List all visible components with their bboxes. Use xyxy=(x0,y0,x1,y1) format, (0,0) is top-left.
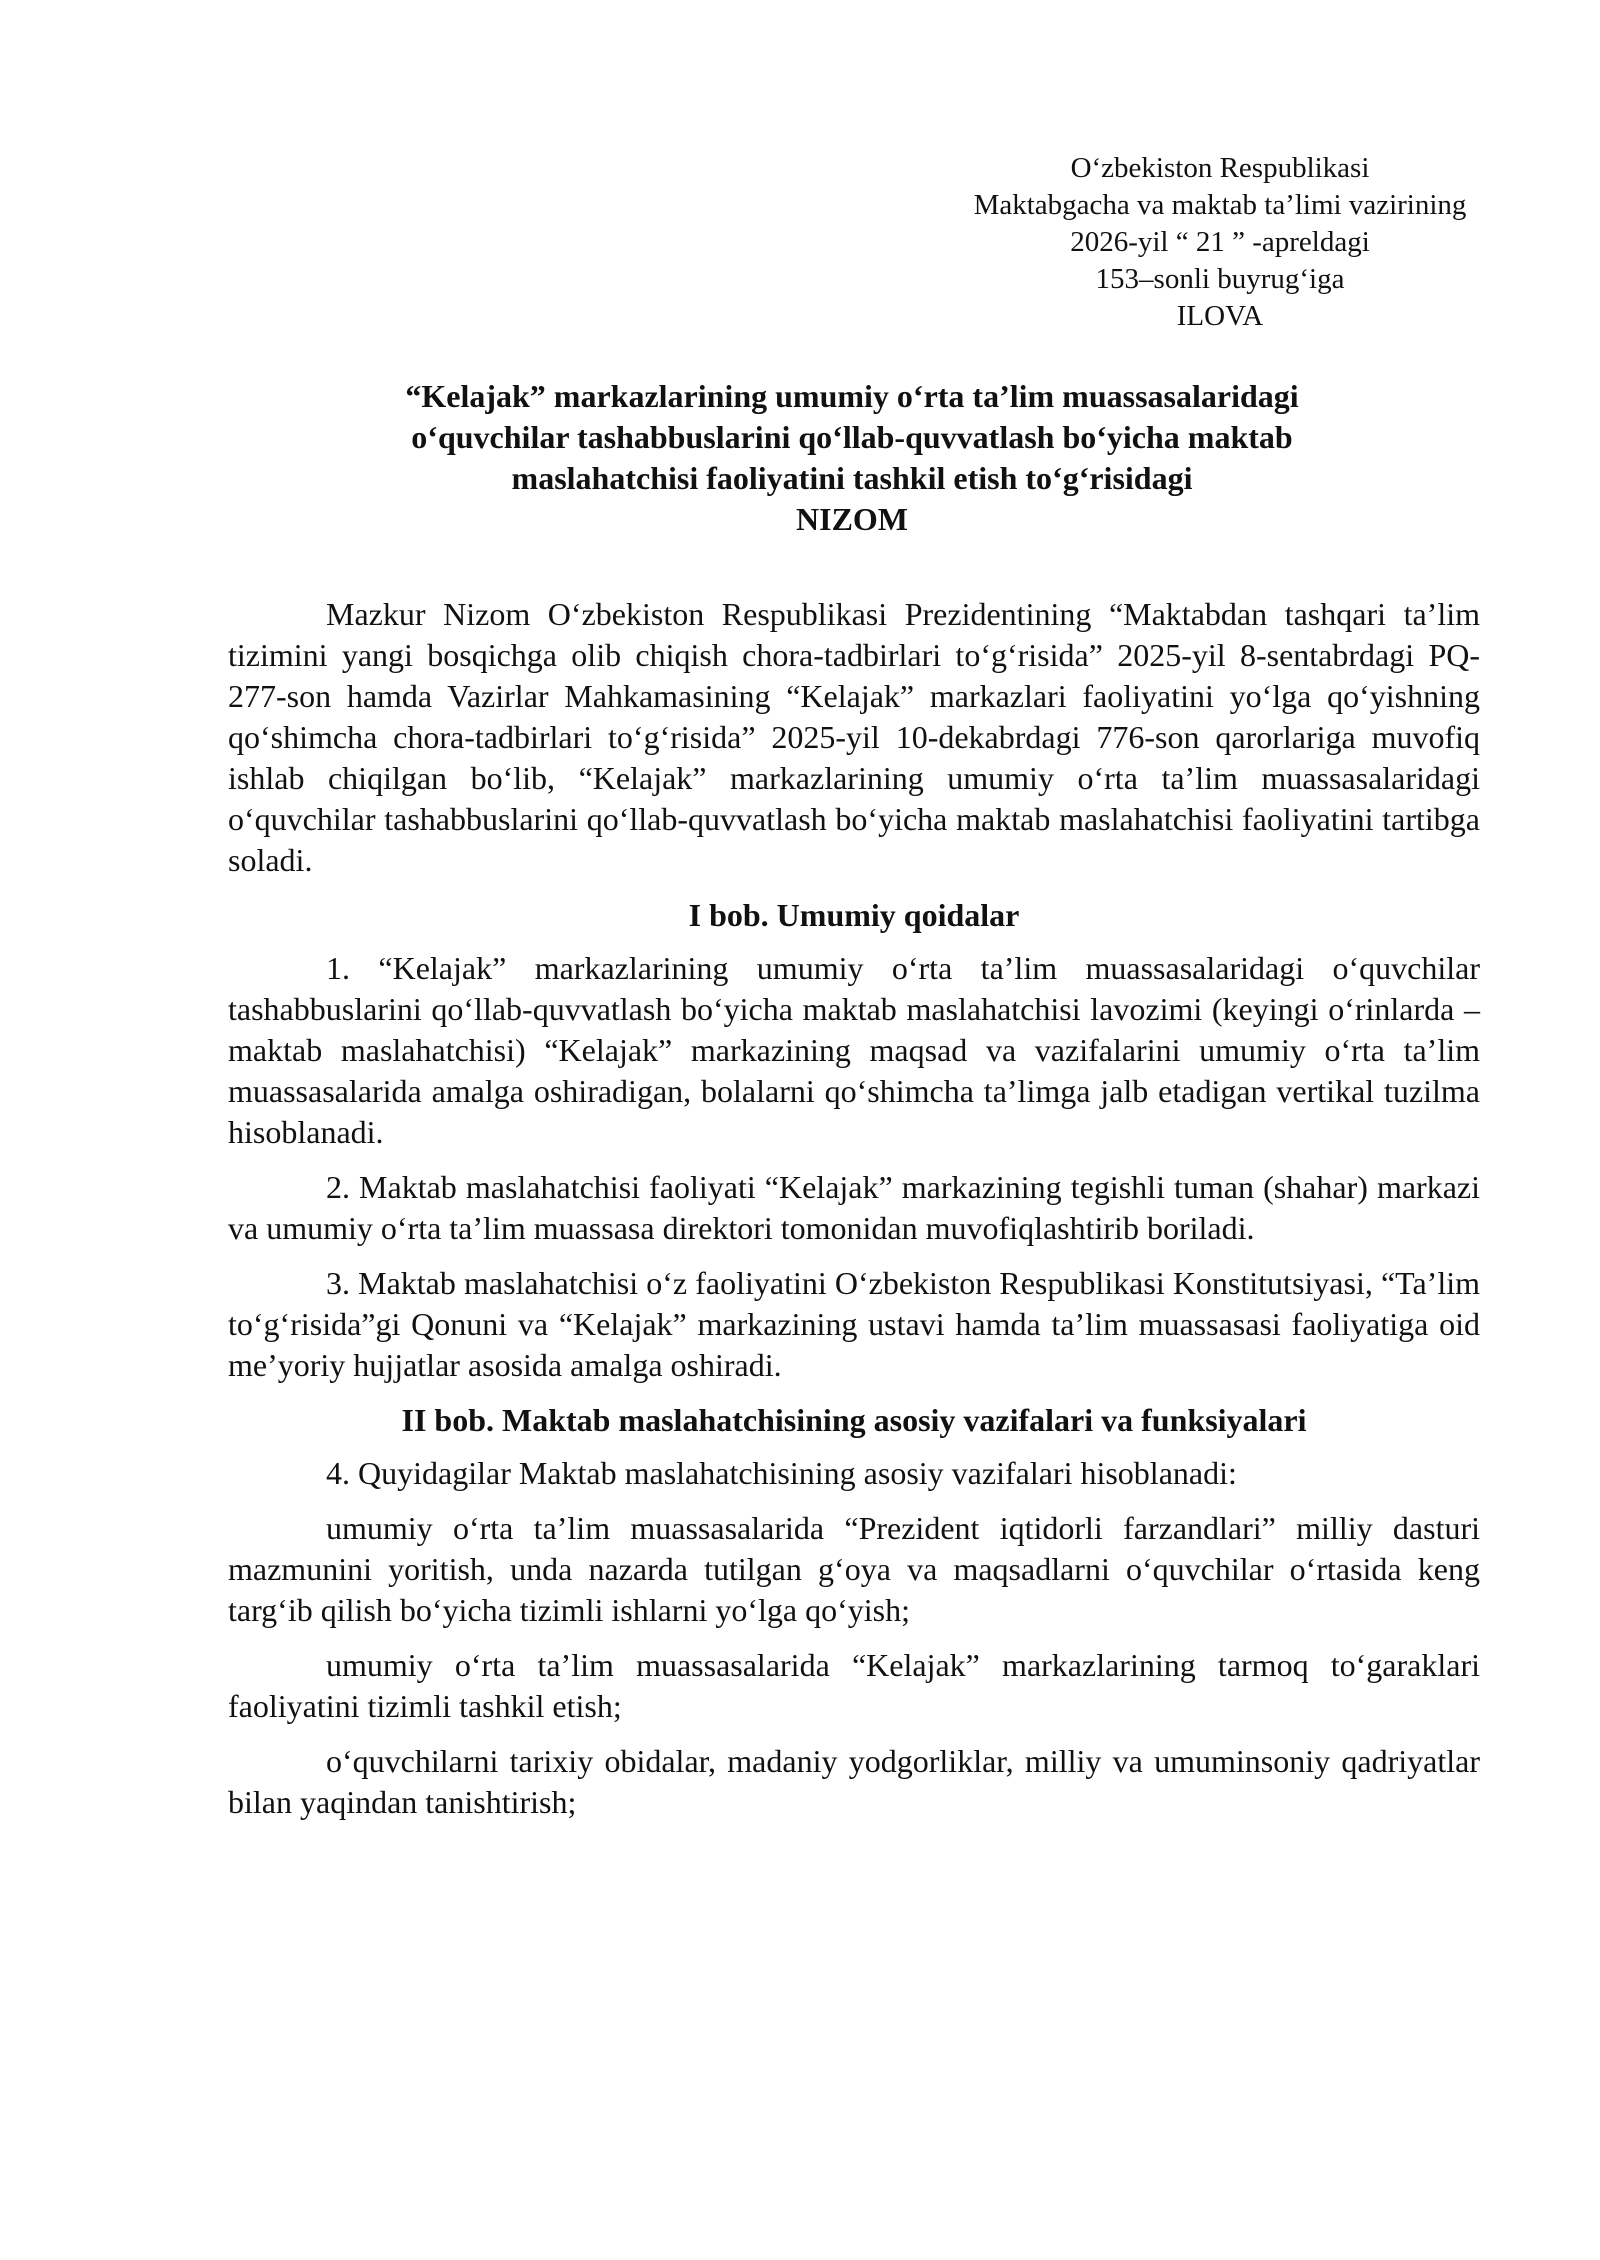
header-line: 2026-yil “ 21 ” -apreldagi xyxy=(1070,226,1370,258)
header-line: 153–sonli buyrug‘iga xyxy=(1095,263,1345,295)
title-line: maslahatchisi faoliyatini tashkil etish to‘g‘risidagi xyxy=(511,460,1193,496)
header-line: O‘zbekiston Respublikasi xyxy=(1070,152,1370,184)
header-line: ILOVA xyxy=(1176,300,1264,332)
title-line: “Kelajak” markazlarining umumiy o‘rta ta’lim muassasalaridagi xyxy=(405,378,1299,414)
header-line: Maktabgacha va maktab ta’limi vazirining xyxy=(973,189,1467,221)
document-body xyxy=(228,594,1480,1837)
list-item: o‘quvchilarni tarixiy obidalar, madaniy yodgorliklar, milliy va umuminsoniy qadriyatlar bilan yaqindan tanishtirish; xyxy=(228,1743,1480,1820)
list-item: umumiy o‘rta ta’lim muassasalarida “Kelajak” markazlarining tarmoq to‘garaklari faoliyatini tizimli tashkil etish; xyxy=(228,1647,1480,1724)
clause-paragraph: 2. Maktab maslahatchisi faoliyati “Kelajak” markazining tegishli tuman (shahar) markazi va umumiy o‘rta ta’lim muassasa direktori tomonidan muvofiqlashtirib boriladi. xyxy=(228,1169,1480,1246)
chapter-heading: I bob. Umumiy qoidalar xyxy=(688,897,1020,933)
clause-paragraph: 1. “Kelajak” markazlarining umumiy o‘rta ta’lim muassasalaridagi o‘quvchilar tashabbuslarini qo‘llab-quvvatlash bo‘yicha maktab maslahatchisi lavozimi (keyingi o‘rinlarda – maktab maslahatchisi) “Kelajak” markazining maqsad va vazifalarini umumiy o‘rta ta’lim muassasalarida amalga oshiradigan, bolalarni qo‘shimcha ta’limga jalb etadigan vertikal tuzilma hisoblanadi. xyxy=(228,950,1480,1150)
document-title xyxy=(228,376,1476,540)
chapter-heading: II bob. Maktab maslahatchisining asosiy vazifalari va funksiyalari xyxy=(401,1402,1307,1438)
intro-paragraph: Mazkur Nizom O‘zbekiston Respublikasi Prezidentining “Maktabdan tashqari ta’lim tizimini yangi bosqichga olib chiqish chora-tadbirlari to‘g‘risida” 2025-yil 8-sentabrdagi PQ-277-son hamda Vazirlar Mahkamasining “Kelajak” markazlari faoliyatini yo‘lga qo‘yishning qo‘shimcha chora-tadbirlari to‘g‘risida” 2025-yil 10-dekabrdagi 776-son qarorlariga muvofiq ishlab chiqilgan bo‘lib, “Kelajak” markazlarining umumiy o‘rta ta’lim muassasalaridagi o‘quvchilar tashabbuslarini qo‘llab-quvvatlash bo‘yicha maktab maslahatchisi faoliyatini tartibga soladi. xyxy=(228,596,1480,878)
clause-paragraph: 3. Maktab maslahatchisi o‘z faoliyatini O‘zbekiston Respublikasi Konstitutsiyasi, “Ta’lim to‘g‘risida”gi Qonuni va “Kelajak” markazining ustavi hamda ta’lim muassasasi faoliyatiga oid me’yoriy hujjatlar asosida amalga oshiradi. xyxy=(228,1265,1480,1383)
list-item: umumiy o‘rta ta’lim muassasalarida “Prezident iqtidorli farzandlari” milliy dasturi mazmunini yoritish, unda nazarda tutilgan g‘oya va maqsadlarni o‘quvchilar o‘rtasida keng targ‘ib qilish bo‘yicha tizimli ishlarni yo‘lga qo‘yish; xyxy=(228,1510,1480,1628)
approval-header xyxy=(900,150,1540,335)
clause-paragraph: 4. Quyidagilar Maktab maslahatchisining asosiy vazifalari hisoblanadi: xyxy=(326,1455,1237,1491)
title-line: o‘quvchilar tashabbuslarini qo‘llab-quvvatlash bo‘yicha maktab xyxy=(411,419,1293,455)
title-line: NIZOM xyxy=(796,501,908,537)
